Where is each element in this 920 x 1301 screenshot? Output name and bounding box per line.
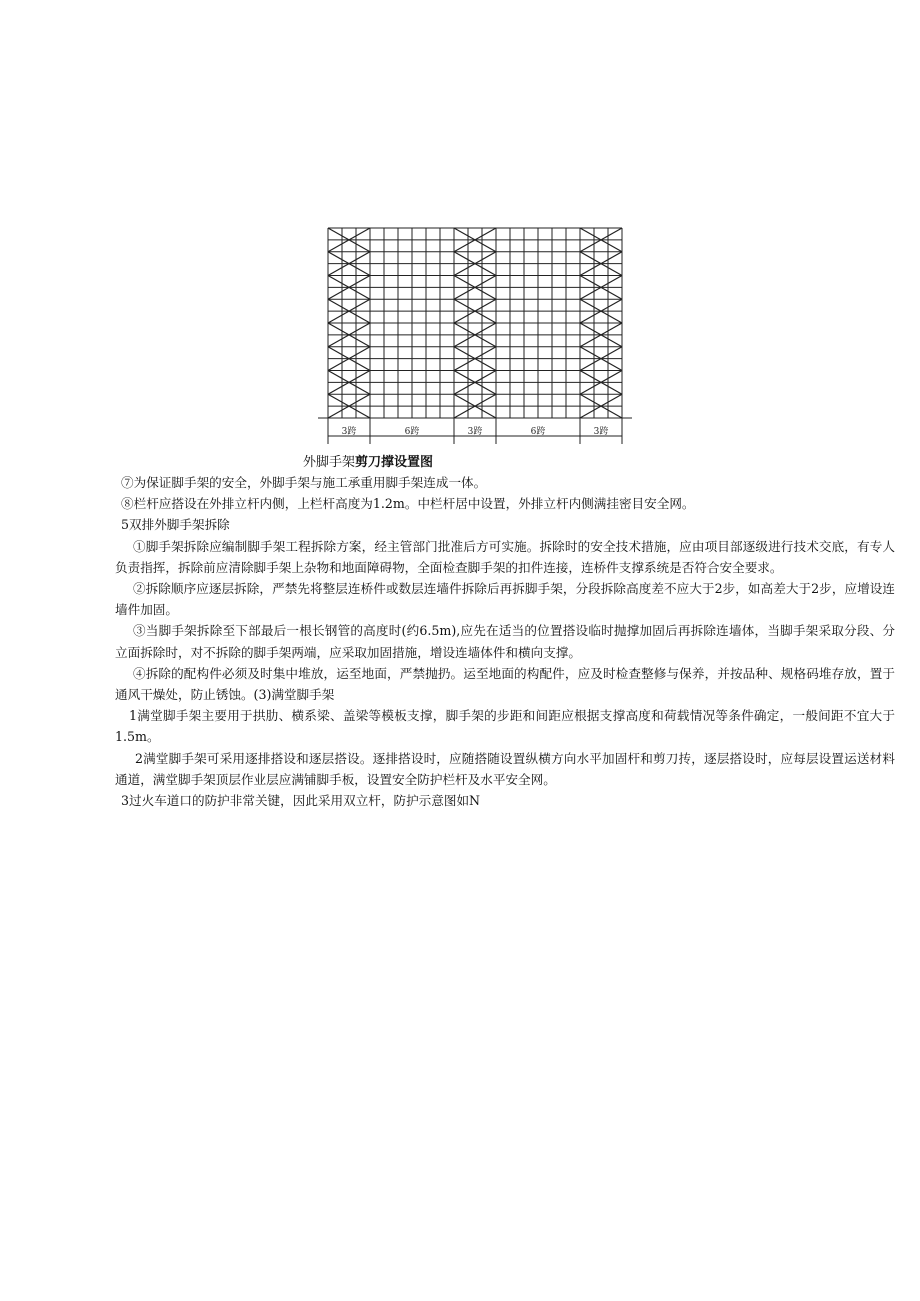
span-label: 6跨 <box>530 427 546 437</box>
span-labels <box>342 425 609 437</box>
paragraph: ①脚手架拆除应编制脚手架工程拆除方案，经主管部门批准后方可实施。拆除时的安全技术措施，应由项目部逐级进行技术交底，有专人负责指挥，拆除前应清除脚手架上杂物和地面障碍物，全面检查脚手架的扣件连接，连桥件支撑系统是否符合安全要求。 <box>115 538 895 575</box>
paragraph: 1满堂脚手架主要用于拱肋、横系梁、盖梁等模板支撑，脚手架的步距和间距应根据支撑高度和荷载情况等条件确定，一般间距不宜大于1.5m。 <box>115 708 895 745</box>
scaffold-grid <box>318 228 632 418</box>
section-heading: 5双排外脚手架拆除 <box>121 517 230 533</box>
paragraph: ④拆除的配构件必须及时集中堆放，运至地面，严禁抛扔。运至地面的构配件，应及时检查整修与保养，并按品种、规格码堆存放，置于通风干燥处，防止锈蚀。(3)满堂脚手架 <box>115 665 895 703</box>
paragraph: 3过火车道口的防护非常关键，因此采用双立杆，防护示意图如N <box>121 793 481 809</box>
scaffold-elevation-drawing <box>316 222 634 448</box>
paragraph: ③当脚手架拆除至下部最后一根长钢管的高度时(约6.5m),应先在适当的位置搭设临时抛撑加固后再拆除连墙体，当脚手架采取分段、分立面拆除时，对不拆除的脚手架两端，应采取加固措施，增设连墙体件和横向支撑。 <box>115 623 895 660</box>
span-label: 3跨 <box>341 427 357 437</box>
scaffold-diagram <box>316 222 634 448</box>
document-body <box>115 472 895 811</box>
span-label: 6跨 <box>404 427 420 437</box>
paragraph: ⑧栏杆应搭设在外排立杆内侧，上栏杆高度为1.2m。中栏杆居中设置，外排立杆内侧满挂密目安全网。 <box>121 496 695 512</box>
span-label: 3跨 <box>593 427 609 437</box>
span-label: 3跨 <box>467 427 483 437</box>
paragraph: ②拆除顺序应逐层拆除，严禁先将整层连桥件或数层连墙件拆除后再拆脚手架，分段拆除高度差不应大于2步，如高差大于2步，应增设连墙件加固。 <box>115 581 895 618</box>
paragraph: 2满堂脚手架可采用逐排搭设和逐层搭设。逐排搭设时，应随搭随设置纵横方向水平加固杆和剪刀抟，逐层搭设时，应每层设置运送材料通道，满堂脚手架顶层作业层应满铺脚手板，设置安全防护栏杆及水平安全网。 <box>115 750 895 787</box>
caption-strong: 剪刀撑设置图 <box>355 455 434 470</box>
caption-prefix: 外脚手架 <box>303 455 356 470</box>
paragraph: ⑦为保证脚手架的安全，外脚手架与施工承重用脚手架连成一体。 <box>121 475 487 490</box>
figure-caption <box>303 454 433 472</box>
